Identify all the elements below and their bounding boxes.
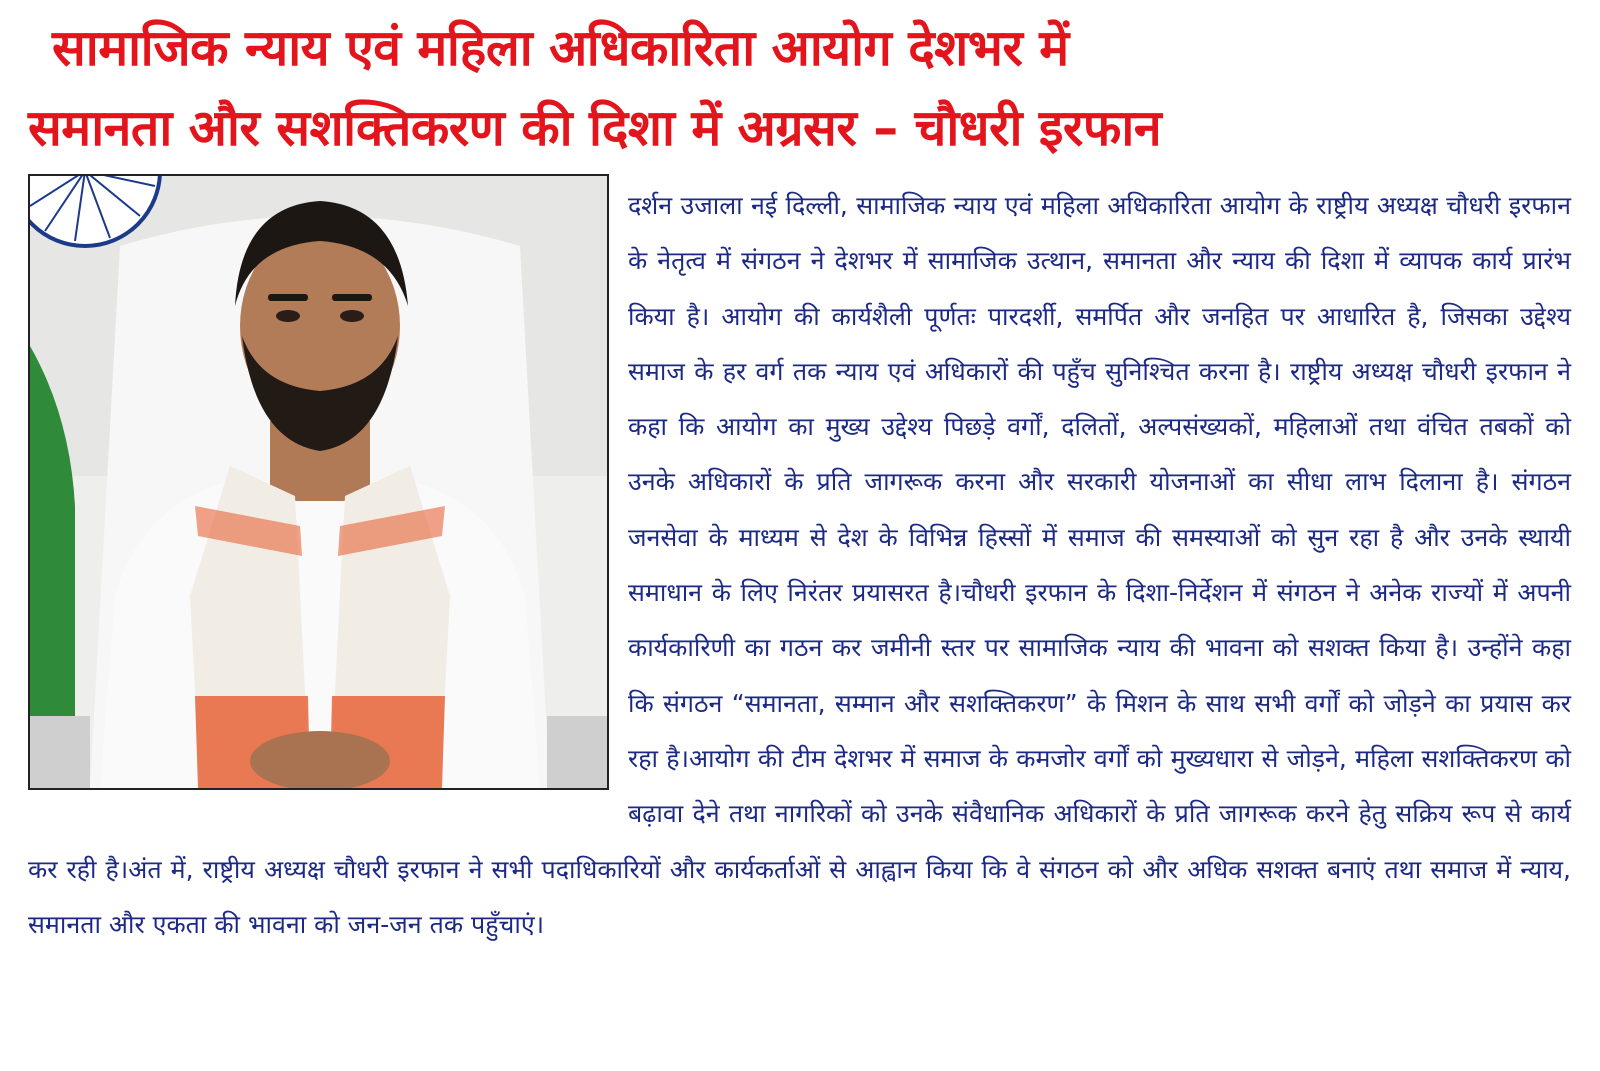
headline-line-2: समानता और सशक्तिकरण की दिशा में अग्रसर – चौधरी इरफान [28,99,1162,157]
article-body-text: दर्शन उजाला नई दिल्ली, सामाजिक न्याय एवं महिला अधिकारिता आयोग के राष्ट्रीय अध्यक्ष चौधरी इरफान के नेतृत्व में संगठन ने देशभर में सामाजिक उत्थान, समानता और न्याय की दिशा में व्यापक कार्य प्रारंभ किया है। आयोग की कार्यशैली पूर्णतः पारदर्शी, समर्पित और जनहित पर आधारित है, जिसका उद्देश्य समाज के हर वर्ग तक न्याय एवं अधिकारों की पहुँच सुनिश्चित करना है। राष्ट्रीय अध्यक्ष चौधरी इरफान ने कहा कि आयोग का मुख्य उद्देश्य पिछड़े वर्गों, दलितों, अल्पसंख्यकों, महिलाओं तथा वंचित तबकों को उनके अधिकारों के प्रति जागरूक करना और सरकारी योजनाओं का सीधा लाभ दिलाना है। संगठन जनसेवा के माध्यम से देश के विभिन्न हिस्सों में समाज की समस्याओं को सुन रहा है और उनके स्थायी समाधान के लिए निरंतर प्रयासरत है।चौधरी इरफान के दिशा-निर्देशन में संगठन ने अनेक राज्यों में अपनी कार्यकारिणी का गठन कर जमीनी स्तर पर सामाजिक न्याय की भावना को सशक्त किया है। उन्होंने कहा कि संगठन “समानता, सम्मान और सशक्तिकरण” के मिशन के साथ सभी वर्गों को जोड़ने का प्रयास कर रहा है।आयोग की टीम देशभर में समाज के कमजोर वर्गों को मुख्यधारा से जोड़ने, महिला सशक्तिकरण को बढ़ावा देने तथा नागरिकों को उनके संवैधानिक अधिकारों के प्रति जागरूक करने हेतु सक्रिय रूप से कार्य कर रही है।अंत में, राष्ट्रीय अध्यक्ष चौधरी इरफान ने सभी पदाधिकारियों और कार्यकर्ताओं से आह्वान किया कि वे संगठन को और अधिक सशक्त बनाएं तथा समाज में न्याय, समानता और एकता की भावना को जन-जन तक पहुँचाएं। [28,191,1571,939]
article-body [28,178,1571,952]
photo-wrap-spacer [28,178,628,798]
headline-line-1: सामाजिक न्याय एवं महिला अधिकारिता आयोग देशभर में [52,19,1069,77]
headline [28,8,1588,168]
